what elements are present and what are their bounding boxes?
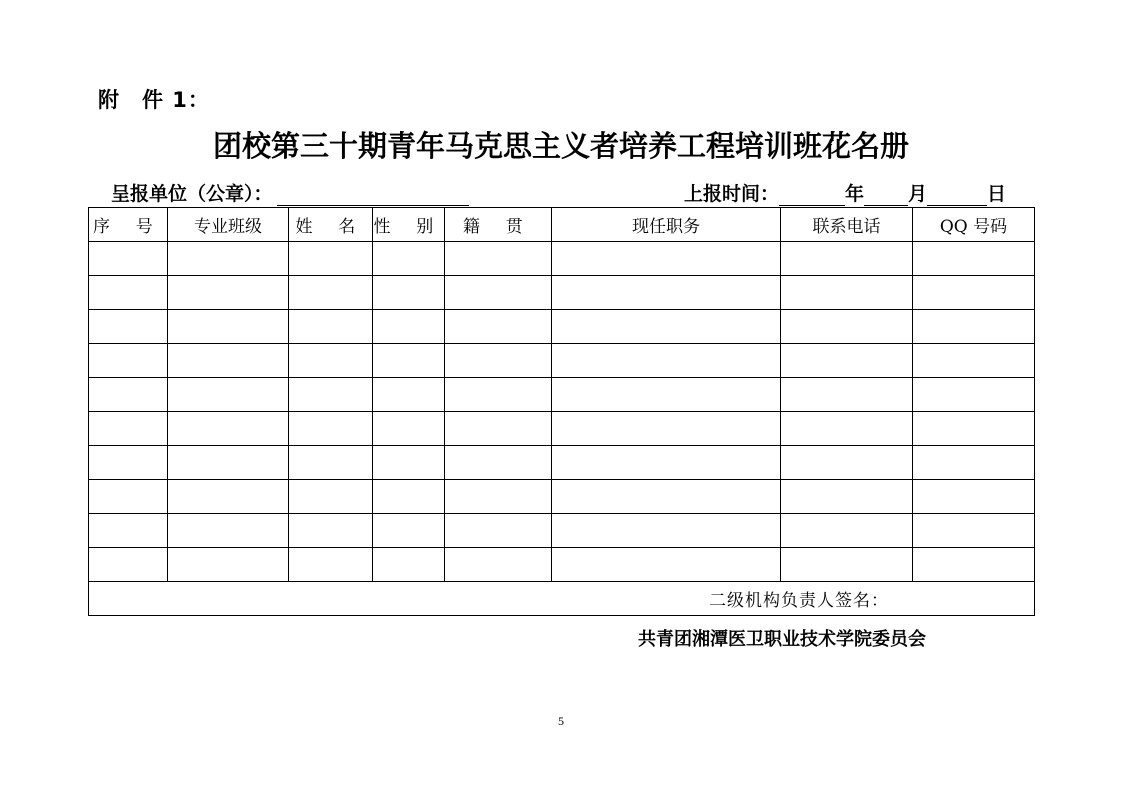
attachment-prefix: 附	[98, 88, 120, 112]
table-cell[interactable]	[445, 378, 552, 412]
table-row	[89, 548, 1035, 582]
column-header-hometown: 籍 贯	[445, 208, 552, 242]
table-cell[interactable]	[445, 548, 552, 582]
column-header-position: 现任职务	[552, 208, 781, 242]
table-cell[interactable]	[781, 514, 913, 548]
table-cell[interactable]	[289, 548, 373, 582]
table-cell[interactable]	[373, 310, 445, 344]
table-cell[interactable]	[289, 514, 373, 548]
table-cell[interactable]	[89, 412, 168, 446]
table-cell[interactable]	[445, 344, 552, 378]
table-row	[89, 242, 1035, 276]
table-cell[interactable]	[89, 446, 168, 480]
column-header-serial: 序 号	[89, 208, 168, 242]
report-info-row	[111, 179, 1006, 205]
table-cell[interactable]	[552, 242, 781, 276]
table-cell[interactable]	[168, 310, 289, 344]
table-cell[interactable]	[552, 378, 781, 412]
signature-row	[89, 582, 1035, 616]
table-cell[interactable]	[373, 514, 445, 548]
table-cell[interactable]	[89, 548, 168, 582]
table-cell[interactable]	[445, 514, 552, 548]
roster-table	[88, 207, 1035, 616]
table-cell[interactable]	[168, 378, 289, 412]
report-unit-blank[interactable]	[277, 185, 469, 206]
attachment-label	[98, 84, 210, 114]
roster-body	[89, 242, 1035, 616]
column-header-name: 姓 名	[289, 208, 373, 242]
table-cell[interactable]	[168, 242, 289, 276]
table-cell[interactable]	[373, 378, 445, 412]
table-cell[interactable]	[289, 412, 373, 446]
column-header-class: 专业班级	[168, 208, 289, 242]
document-title: 团校第三十期青年马克思主义者培养工程培训班花名册	[212, 129, 909, 163]
table-cell[interactable]	[552, 480, 781, 514]
table-cell[interactable]	[781, 412, 913, 446]
table-cell[interactable]	[552, 276, 781, 310]
table-cell[interactable]	[445, 310, 552, 344]
table-header-row	[89, 208, 1035, 242]
year-label: 年	[844, 183, 864, 205]
table-cell[interactable]	[89, 378, 168, 412]
table-cell[interactable]	[913, 412, 1035, 446]
table-cell[interactable]	[781, 242, 913, 276]
committee-name: 共青团湘潭医卫职业技术学院委员会	[638, 629, 926, 650]
table-cell[interactable]	[913, 480, 1035, 514]
report-time	[684, 179, 1006, 206]
table-row	[89, 514, 1035, 548]
table-cell[interactable]	[168, 548, 289, 582]
year-blank[interactable]	[779, 185, 845, 206]
page-number: 5	[558, 714, 564, 728]
table-cell[interactable]	[89, 480, 168, 514]
table-cell[interactable]	[373, 242, 445, 276]
table-cell[interactable]	[445, 480, 552, 514]
table-cell[interactable]	[781, 378, 913, 412]
table-cell[interactable]	[373, 480, 445, 514]
table-row	[89, 446, 1035, 480]
report-unit	[111, 179, 469, 206]
table-cell[interactable]	[289, 446, 373, 480]
table-cell[interactable]	[781, 310, 913, 344]
table-cell[interactable]	[373, 344, 445, 378]
table-cell[interactable]	[373, 276, 445, 310]
table-cell[interactable]	[781, 446, 913, 480]
table-cell[interactable]	[445, 276, 552, 310]
table-row	[89, 480, 1035, 514]
table-cell[interactable]	[913, 378, 1035, 412]
table-cell[interactable]	[913, 446, 1035, 480]
month-blank[interactable]	[864, 185, 908, 206]
table-cell[interactable]	[89, 514, 168, 548]
table-cell[interactable]	[552, 514, 781, 548]
table-cell[interactable]	[552, 446, 781, 480]
table-row	[89, 276, 1035, 310]
table-cell[interactable]	[445, 446, 552, 480]
table-cell[interactable]	[445, 412, 552, 446]
table-cell[interactable]	[168, 276, 289, 310]
table-cell[interactable]	[289, 310, 373, 344]
column-header-qq: QQ 号码	[913, 208, 1035, 242]
column-header-phone: 联系电话	[781, 208, 913, 242]
table-cell[interactable]	[89, 242, 168, 276]
table-cell[interactable]	[445, 242, 552, 276]
table-cell[interactable]	[289, 242, 373, 276]
table-cell[interactable]	[373, 548, 445, 582]
table-cell[interactable]	[89, 310, 168, 344]
table-cell[interactable]	[289, 378, 373, 412]
table-cell[interactable]	[373, 446, 445, 480]
table-cell[interactable]	[552, 412, 781, 446]
table-row	[89, 310, 1035, 344]
table-cell[interactable]	[373, 412, 445, 446]
table-row	[89, 378, 1035, 412]
table-cell[interactable]	[168, 412, 289, 446]
table-cell[interactable]	[168, 480, 289, 514]
table-cell[interactable]	[89, 276, 168, 310]
report-unit-label: 呈报单位（公章）：	[111, 183, 273, 205]
table-row	[89, 344, 1035, 378]
table-cell[interactable]	[289, 480, 373, 514]
table-cell[interactable]	[289, 276, 373, 310]
day-label: 日	[986, 183, 1006, 205]
table-cell[interactable]	[552, 310, 781, 344]
report-time-label: 上报时间：	[683, 183, 779, 205]
column-header-gender: 性 别	[373, 208, 445, 242]
table-cell[interactable]	[781, 344, 913, 378]
table-cell[interactable]	[913, 344, 1035, 378]
table-cell[interactable]	[913, 276, 1035, 310]
table-cell[interactable]	[168, 344, 289, 378]
table-cell[interactable]	[168, 514, 289, 548]
table-cell[interactable]	[89, 344, 168, 378]
table-cell[interactable]	[781, 480, 913, 514]
table-cell[interactable]	[913, 310, 1035, 344]
table-cell[interactable]	[781, 548, 913, 582]
table-row	[89, 412, 1035, 446]
table-cell[interactable]	[781, 276, 913, 310]
table-cell[interactable]	[552, 548, 781, 582]
month-label: 月	[907, 183, 927, 205]
table-cell[interactable]	[168, 446, 289, 480]
table-cell[interactable]	[552, 344, 781, 378]
attachment-rest: 件 1：	[142, 88, 210, 112]
table-cell[interactable]	[913, 514, 1035, 548]
day-blank[interactable]	[927, 185, 987, 206]
table-cell[interactable]	[913, 548, 1035, 582]
table-cell[interactable]	[913, 242, 1035, 276]
signature-label: 二级机构负责人签名：	[89, 582, 1035, 616]
table-cell[interactable]	[289, 344, 373, 378]
